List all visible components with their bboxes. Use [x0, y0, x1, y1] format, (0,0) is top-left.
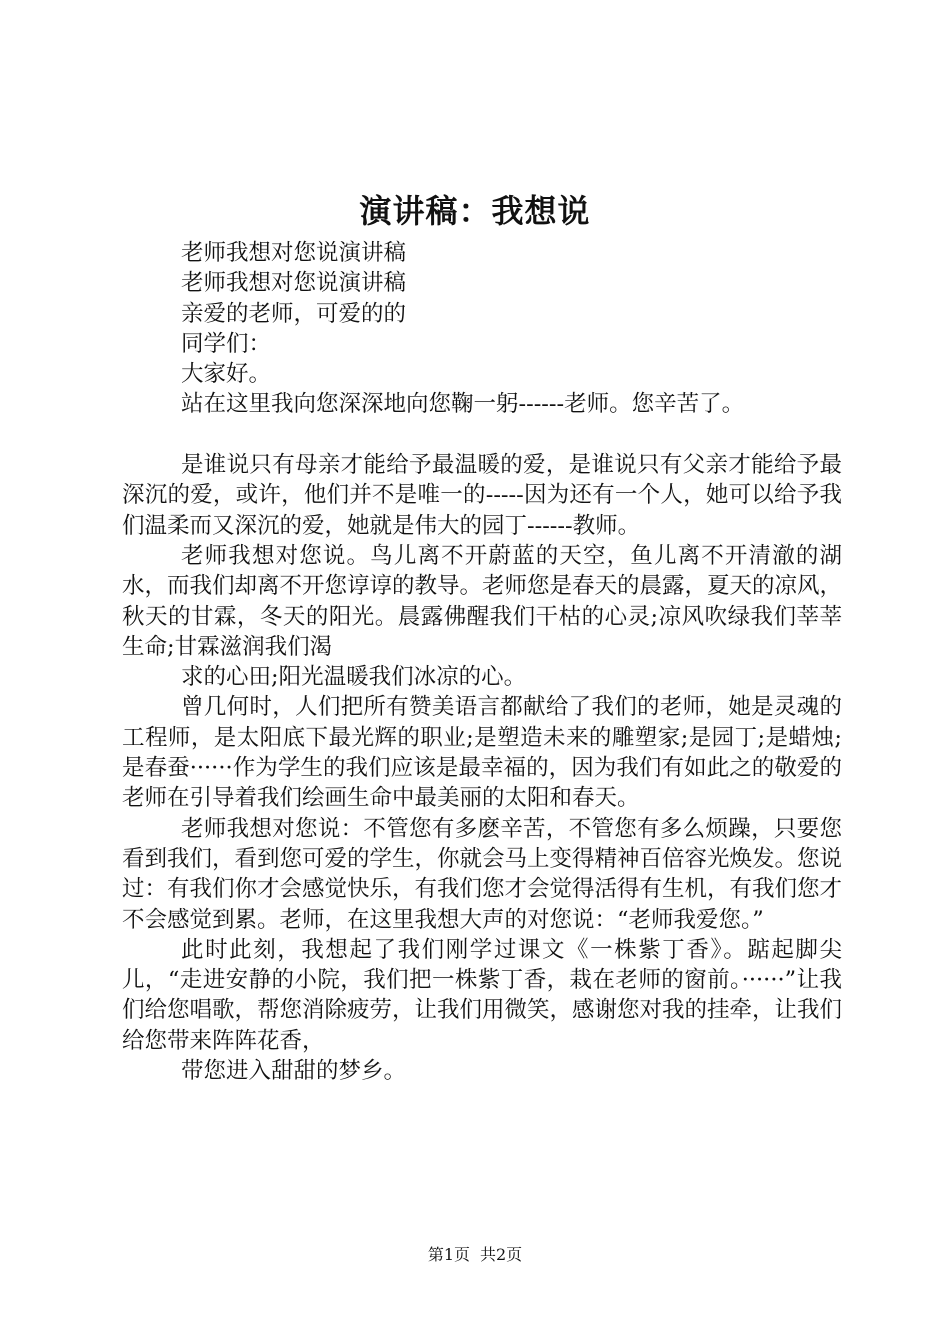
- paragraph: 此时此刻，我想起了我们刚学过课文《一株紫丁香》。踮起脚尖儿，“走进安静的小院，我们把一株紫丁香，栽在老师的窗前。······”让我们给您唱歌，帮您消除疲劳，让我们用微笑，感谢您对我的挂牵，让我们给您带来阵阵花香，: [122, 936, 843, 1054]
- intro-line: 同学们：: [181, 330, 272, 357]
- page-footer: [0, 1242, 950, 1265]
- paragraph: 求的心田;阳光温暖我们冰凉的心。: [181, 664, 527, 691]
- intro-line: 亲爱的老师，可爱的的: [181, 300, 407, 327]
- intro-line: 老师我想对您说演讲稿: [181, 240, 407, 266]
- paragraph: 是谁说只有母亲才能给予最温暖的爱，是谁说只有父亲才能给予最深沉的爱，或许，他们并不是唯一的-----因为还有一个人，她可以给予我们温柔而又深沉的爱，她就是伟大的园丁------教师。: [122, 452, 842, 539]
- paragraph: 老师我想对您说。鸟儿离不开蔚蓝的天空，鱼儿离不开清澈的湖水，而我们却离不开您谆谆的教导。老师您是春天的晨露，夏天的凉风，秋天的甘霖，冬天的阳光。晨露佛醒我们干枯的心灵;凉风吹绿我们莘莘生命;甘霖滋润我们渴: [122, 542, 843, 660]
- paragraph: 带您进入甜甜的梦乡。: [181, 1058, 407, 1085]
- document-body: [122, 238, 842, 1086]
- intro-line: 老师我想对您说演讲稿: [181, 270, 407, 297]
- page-total: 共2页: [480, 1245, 523, 1264]
- paragraph: 老师我想对您说：不管您有多麽辛苦，不管您有多么烦躁，只要您看到我们，看到您可爱的学生，你就会马上变得精神百倍容光焕发。您说过：有我们你才会感觉快乐，有我们您才会觉得活得有生机，有我们您才不会感觉到累。老师，在这里我想大声的对您说：“老师我爱您。”: [122, 815, 843, 933]
- intro-line: 大家好。: [181, 361, 272, 388]
- intro-line: 站在这里我向您深深地向您鞠一躬------老师。您辛苦了。: [181, 391, 745, 418]
- blank-line: [122, 420, 842, 450]
- document-title: 演讲稿：我想说: [359, 192, 591, 230]
- paragraph: 曾几何时，人们把所有赞美语言都献给了我们的老师，她是灵魂的工程师，是太阳底下最光辉的职业;是塑造未来的雕塑家;是园丁;是蜡烛;是春蚕······作为学生的我们应该是最幸福的，因为我们有如此之的敬爱的老师在引导着我们绘画生命中最美丽的太阳和春天。: [122, 694, 842, 812]
- page-number: 第1页: [427, 1245, 470, 1264]
